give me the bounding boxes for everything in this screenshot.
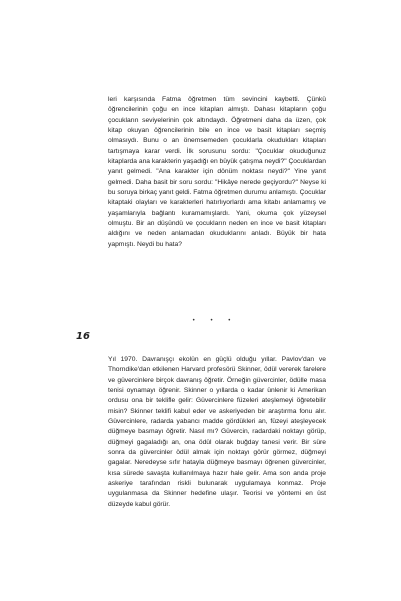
paragraph-skinner-pigeons: Yıl 1970. Davranışçı ekolün en güçlü olduğu yıllar. Pavlov'dan ve Thorndike'dan etkilenen Harvard profesörü Skinner, ödül vererek farelere ve güvercinlere birçok davranış öğretir. Örneğin güvercinler, ödülle masa tenisi oynamayı öğrenir. Skinner o yıllarda o kadar ünlenir ki Amerikan ordusu ona bir teklifle gelir: Güvercinlere füzeleri ateşlemeyi öğretebilir misin? Skinner teklifi kabul eder ve askeriyeden bir araştırma fonu alır. Güvercinlere, radarda yabancı madde gördükleri an, füzeyi ateşleyecek düğmeye basmayı öğretir. Nasıl mı? Güvercin, radardaki noktayı görüp, düğmeyi gagaladığı an, ona ödül olarak buğday tanesi verir. Bir süre sonra da güvercinler ödül almak için noktayı görür görmez, düğmeyi gagalar. Neredeyse sıfır hatayla düğmeye basmayı öğrenen güvercinler, kısa sürede savaşta kullanılmaya hazır hale gelir. Ama son anda proje askeriye tarafından riskli bulunarak uygulamaya konmaz. Proje uygulanmasa da Skinner hedefine ulaşır. Teorisi ve yöntemi en üst düzeyde kabul görür. [108,356,326,508]
page-number: 16 [76,331,90,342]
section-separator: • • • [192,318,238,324]
paragraph-fatma-teacher: leri karşısında Fatma öğretmen tüm sevincini kaybetti. Çünkü öğrencilerinin çoğu en ince kitapları almıştı. Dahası kitapların çoğu çocukların seviyelerinin çok altındaydı. Öğretmeni daha da üzen, çok kitap okuyan öğrencilerinin bile en ince ve basit kitapları seçmiş olmasıydı. Bunu o an önemsemeden çocuklarla okudukları kitapları tartışmaya karar verdi. İlk sorusunu sordu: "Çocuklar okuduğunuz kitaplarda ana karakterin yaşadığı en büyük çatışma neydi?" Çocuklardan yanıt gelmedi. "Ana karakter için dönüm noktası neydi?" Yine yanıt gelmedi. Daha basit bir soru sordu: "Hikâye nerede geçiyordu?" Neyse ki bu soruya birkaç yanıt geldi. Fatma öğretmen durumu anlamıştı. Çocuklar kitaptaki olayları ve karakterleri hatırlıyorlardı ama kitabı anlamamış ve yaşamlarıyla bağlantı kuramamışlardı. Yani, okuma çok yüzeysel olmuştu. Bir an düşündü ve çocukların neden en ince ve basit kitapları aldığını ve neden anlamadan okuduklarını anladı. Büyük bir hata yapmıştı. Neydi bu hata? [108,96,326,248]
